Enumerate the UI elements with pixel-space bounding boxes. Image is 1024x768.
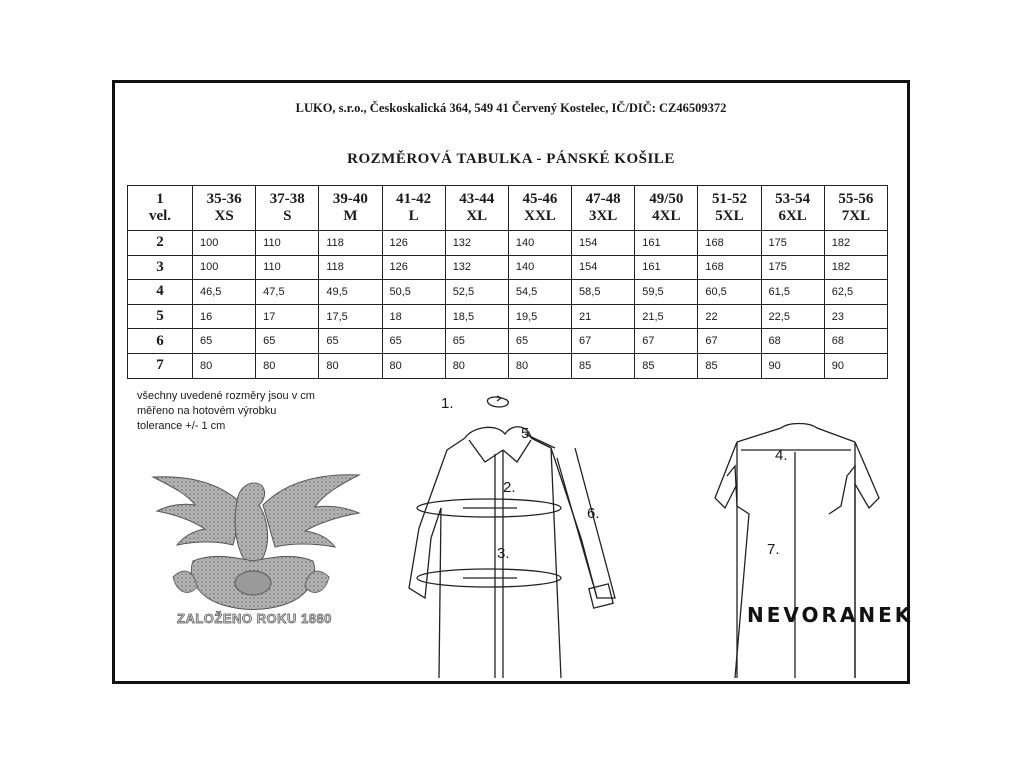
label-1: 1. <box>441 395 454 412</box>
shirt-measurement-diagram <box>385 388 905 678</box>
table-cell: 67 <box>698 329 761 354</box>
table-cell: 168 <box>698 231 761 256</box>
measurement-notes <box>137 389 315 434</box>
eagle-emblem-icon <box>133 465 369 633</box>
back-shirt-drawing <box>715 424 879 679</box>
column-header: 49/50 4XL <box>635 186 698 231</box>
table-cell: 59,5 <box>635 280 698 305</box>
table-cell: 17,5 <box>319 304 382 329</box>
table-cell: 175 <box>761 255 824 280</box>
label-6b: 6. <box>587 505 600 522</box>
table-cell: 67 <box>635 329 698 354</box>
table-cell: 80 <box>256 353 319 378</box>
table-cell: 161 <box>635 255 698 280</box>
table-cell: 126 <box>382 255 445 280</box>
table-cell: 175 <box>761 231 824 256</box>
table-cell: 80 <box>445 353 508 378</box>
note-line: všechny uvedené rozměry jsou v cm <box>137 390 315 402</box>
table-cell: 90 <box>824 353 887 378</box>
table-header-row <box>128 186 888 231</box>
table-cell: 140 <box>508 255 571 280</box>
table-cell: 85 <box>635 353 698 378</box>
table-cell: 52,5 <box>445 280 508 305</box>
row-label: 7 <box>128 353 193 378</box>
table-row <box>128 304 888 329</box>
front-shirt-drawing <box>409 396 615 678</box>
table-corner-cell: 1 vel. <box>128 186 193 231</box>
table-cell: 18 <box>382 304 445 329</box>
note-line: měřeno na hotovém výrobku <box>137 405 277 417</box>
table-cell: 132 <box>445 255 508 280</box>
row-label: 5 <box>128 304 193 329</box>
table-body <box>128 231 888 379</box>
table-cell: 110 <box>256 231 319 256</box>
table-cell: 182 <box>824 231 887 256</box>
table-cell: 85 <box>572 353 635 378</box>
table-cell: 65 <box>319 329 382 354</box>
page-title: ROZMĚROVÁ TABULKA - PÁNSKÉ KOŠILE <box>347 151 675 167</box>
label-2: 2. <box>503 479 516 496</box>
table-cell: 90 <box>761 353 824 378</box>
table-cell: 80 <box>382 353 445 378</box>
table-cell: 21 <box>572 304 635 329</box>
table-cell: 65 <box>508 329 571 354</box>
table-cell: 110 <box>256 255 319 280</box>
note-line: tolerance +/- 1 cm <box>137 420 226 432</box>
size-table <box>127 185 888 379</box>
table-cell: 68 <box>761 329 824 354</box>
table-cell: 80 <box>319 353 382 378</box>
table-cell: 182 <box>824 255 887 280</box>
table-cell: 67 <box>572 329 635 354</box>
table-cell: 62,5 <box>824 280 887 305</box>
table-cell: 50,5 <box>382 280 445 305</box>
row-label: 2 <box>128 231 193 256</box>
table-cell: 126 <box>382 231 445 256</box>
table-cell: 22 <box>698 304 761 329</box>
nevoranek-logo: NEVORANEK <box>747 603 914 627</box>
table-cell: 46,5 <box>193 280 256 305</box>
emblem-caption: ZALOŽENO ROKU 1880 <box>177 611 332 626</box>
column-header: 41-42 L <box>382 186 445 231</box>
column-header: 43-44 XL <box>445 186 508 231</box>
table-cell: 132 <box>445 231 508 256</box>
table-cell: 168 <box>698 255 761 280</box>
column-header: 47-48 3XL <box>572 186 635 231</box>
table-cell: 17 <box>256 304 319 329</box>
table-cell: 19,5 <box>508 304 571 329</box>
table-cell: 118 <box>319 231 382 256</box>
table-cell: 154 <box>572 231 635 256</box>
company-info: LUKO, s.r.o., Českoskalická 364, 549 41 Červený Kostelec, IČ/DIČ: CZ46509372 <box>295 101 727 115</box>
table-cell: 54,5 <box>508 280 571 305</box>
table-cell: 100 <box>193 231 256 256</box>
column-header: 45-46 XXL <box>508 186 571 231</box>
column-header: 37-38 S <box>256 186 319 231</box>
table-cell: 65 <box>382 329 445 354</box>
table-cell: 80 <box>193 353 256 378</box>
table-cell: 140 <box>508 231 571 256</box>
table-cell: 60,5 <box>698 280 761 305</box>
table-cell: 49,5 <box>319 280 382 305</box>
label-3: 3. <box>497 545 510 562</box>
table-cell: 16 <box>193 304 256 329</box>
label-5: 5. <box>521 425 534 442</box>
table-cell: 68 <box>824 329 887 354</box>
column-header: 39-40 M <box>319 186 382 231</box>
column-header: 53-54 6XL <box>761 186 824 231</box>
table-row <box>128 353 888 378</box>
row-label: 6 <box>128 329 193 354</box>
table-row <box>128 255 888 280</box>
label-4: 4. <box>775 447 788 464</box>
table-cell: 65 <box>256 329 319 354</box>
table-cell: 100 <box>193 255 256 280</box>
table-cell: 58,5 <box>572 280 635 305</box>
size-chart-sheet <box>112 80 914 684</box>
column-header: 51-52 5XL <box>698 186 761 231</box>
table-cell: 65 <box>193 329 256 354</box>
table-cell: 161 <box>635 231 698 256</box>
table-row <box>128 231 888 256</box>
column-header: 55-56 7XL <box>824 186 887 231</box>
label-7: 7. <box>767 541 780 558</box>
table-cell: 154 <box>572 255 635 280</box>
table-cell: 47,5 <box>256 280 319 305</box>
row-label: 4 <box>128 280 193 305</box>
table-cell: 118 <box>319 255 382 280</box>
column-header: 35-36 XS <box>193 186 256 231</box>
table-cell: 85 <box>698 353 761 378</box>
row-label: 3 <box>128 255 193 280</box>
table-cell: 80 <box>508 353 571 378</box>
table-row <box>128 280 888 305</box>
table-cell: 21,5 <box>635 304 698 329</box>
table-row <box>128 329 888 354</box>
table-cell: 18,5 <box>445 304 508 329</box>
table-cell: 23 <box>824 304 887 329</box>
table-cell: 65 <box>445 329 508 354</box>
table-cell: 61,5 <box>761 280 824 305</box>
table-cell: 22,5 <box>761 304 824 329</box>
